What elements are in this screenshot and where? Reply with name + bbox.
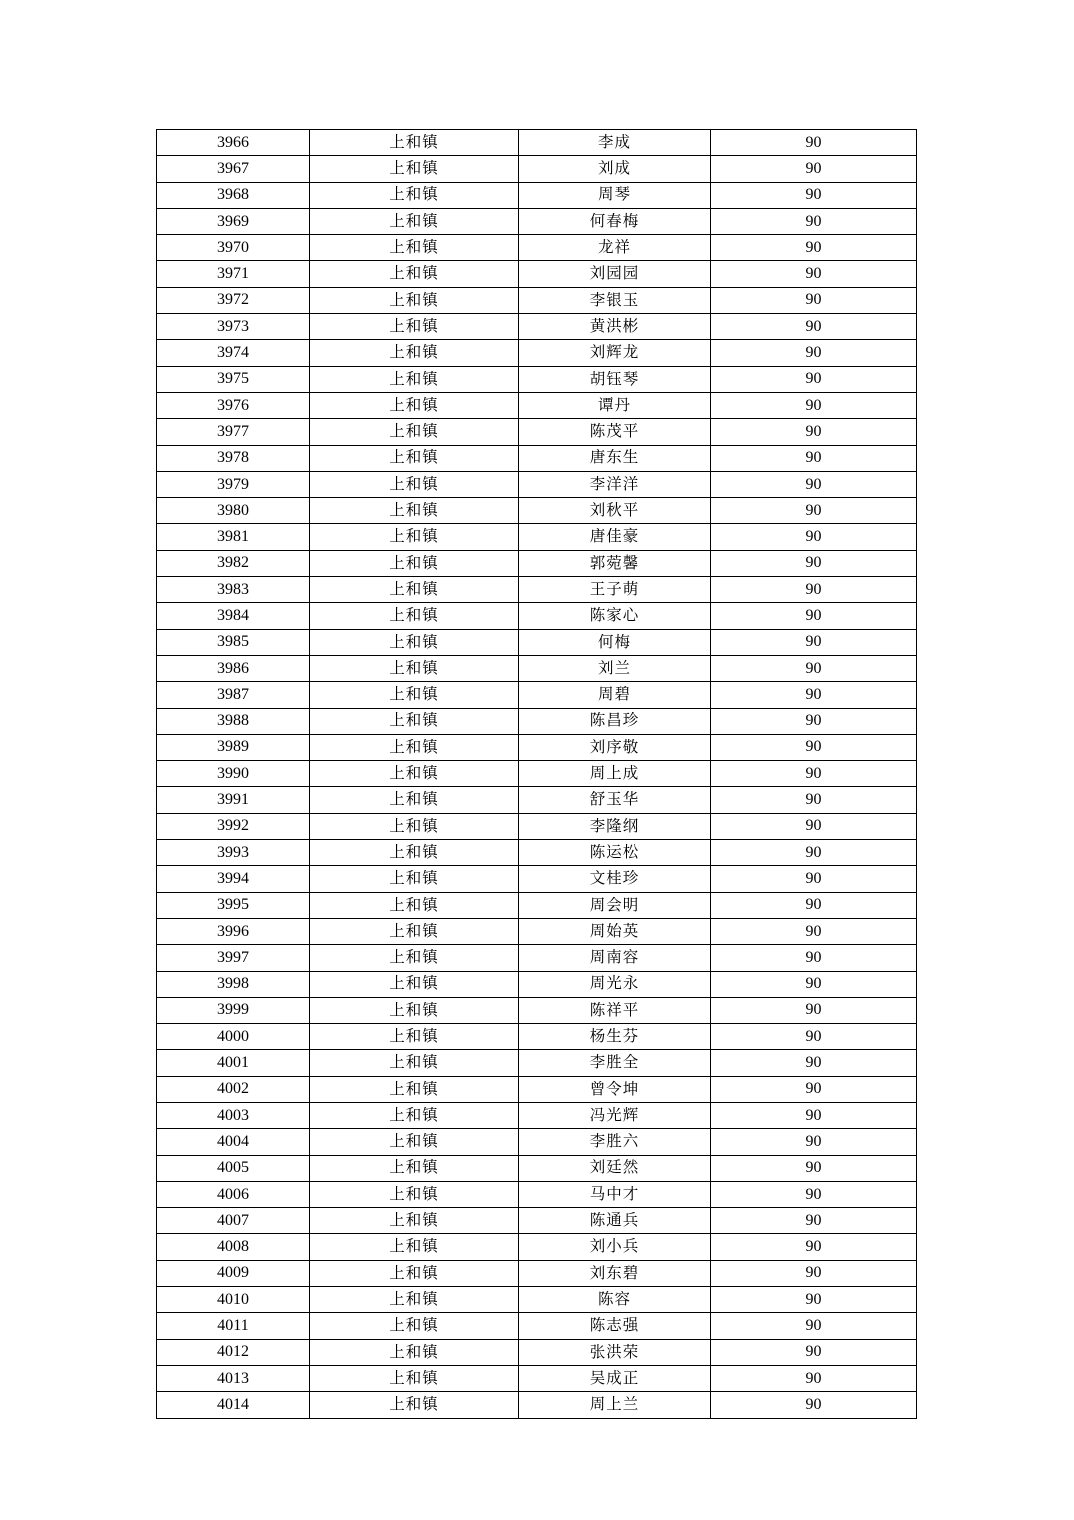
cell-person-name: 周始英 [519, 918, 711, 944]
cell-person-name: 刘园园 [519, 261, 711, 287]
cell-person-name: 王子萌 [519, 577, 711, 603]
cell-person-name: 刘小兵 [519, 1234, 711, 1260]
cell-amount: 90 [711, 787, 917, 813]
subsidy-list-table [156, 129, 917, 1419]
cell-person-name: 何梅 [519, 629, 711, 655]
cell-person-name: 周会明 [519, 892, 711, 918]
table-row [157, 1208, 917, 1234]
table-row [157, 629, 917, 655]
cell-amount: 90 [711, 130, 917, 156]
cell-person-name: 陈家心 [519, 603, 711, 629]
cell-town: 上和镇 [310, 708, 519, 734]
table-row [157, 445, 917, 471]
cell-serial-number: 4008 [157, 1234, 310, 1260]
cell-town: 上和镇 [310, 655, 519, 681]
cell-person-name: 周南容 [519, 945, 711, 971]
cell-serial-number: 3992 [157, 813, 310, 839]
table-row [157, 997, 917, 1023]
cell-town: 上和镇 [310, 997, 519, 1023]
table-row [157, 208, 917, 234]
cell-town: 上和镇 [310, 813, 519, 839]
cell-town: 上和镇 [310, 1050, 519, 1076]
cell-amount: 90 [711, 918, 917, 944]
cell-serial-number: 3972 [157, 287, 310, 313]
table-row [157, 1313, 917, 1339]
cell-amount: 90 [711, 1208, 917, 1234]
cell-person-name: 周光永 [519, 971, 711, 997]
cell-town: 上和镇 [310, 918, 519, 944]
cell-town: 上和镇 [310, 235, 519, 261]
cell-town: 上和镇 [310, 314, 519, 340]
table-row [157, 182, 917, 208]
cell-amount: 90 [711, 471, 917, 497]
cell-person-name: 何春梅 [519, 208, 711, 234]
table-row [157, 1339, 917, 1365]
cell-town: 上和镇 [310, 1234, 519, 1260]
cell-amount: 90 [711, 445, 917, 471]
cell-person-name: 曾令坤 [519, 1076, 711, 1102]
cell-town: 上和镇 [310, 156, 519, 182]
cell-amount: 90 [711, 1024, 917, 1050]
cell-serial-number: 3971 [157, 261, 310, 287]
cell-amount: 90 [711, 392, 917, 418]
cell-person-name: 李胜全 [519, 1050, 711, 1076]
cell-town: 上和镇 [310, 1208, 519, 1234]
cell-town: 上和镇 [310, 682, 519, 708]
cell-town: 上和镇 [310, 1287, 519, 1313]
cell-town: 上和镇 [310, 892, 519, 918]
cell-serial-number: 4000 [157, 1024, 310, 1050]
cell-person-name: 唐东生 [519, 445, 711, 471]
cell-serial-number: 3991 [157, 787, 310, 813]
cell-serial-number: 4006 [157, 1181, 310, 1207]
cell-amount: 90 [711, 261, 917, 287]
cell-amount: 90 [711, 287, 917, 313]
cell-amount: 90 [711, 1129, 917, 1155]
cell-serial-number: 3983 [157, 577, 310, 603]
cell-serial-number: 3969 [157, 208, 310, 234]
cell-amount: 90 [711, 1313, 917, 1339]
table-row [157, 1102, 917, 1128]
cell-person-name: 文桂珍 [519, 866, 711, 892]
cell-amount: 90 [711, 182, 917, 208]
cell-serial-number: 3987 [157, 682, 310, 708]
cell-person-name: 陈祥平 [519, 997, 711, 1023]
cell-person-name: 刘廷然 [519, 1155, 711, 1181]
cell-serial-number: 3994 [157, 866, 310, 892]
table-row [157, 603, 917, 629]
table-row [157, 866, 917, 892]
table-row [157, 287, 917, 313]
cell-amount: 90 [711, 840, 917, 866]
cell-town: 上和镇 [310, 866, 519, 892]
table-row [157, 392, 917, 418]
cell-town: 上和镇 [310, 1181, 519, 1207]
table-row [157, 130, 917, 156]
cell-town: 上和镇 [310, 945, 519, 971]
table-row [157, 524, 917, 550]
cell-serial-number: 3982 [157, 550, 310, 576]
table-row [157, 1129, 917, 1155]
cell-town: 上和镇 [310, 182, 519, 208]
table-row [157, 261, 917, 287]
cell-serial-number: 4003 [157, 1102, 310, 1128]
cell-person-name: 李洋洋 [519, 471, 711, 497]
cell-person-name: 舒玉华 [519, 787, 711, 813]
cell-serial-number: 3975 [157, 366, 310, 392]
cell-amount: 90 [711, 892, 917, 918]
cell-amount: 90 [711, 1365, 917, 1391]
cell-amount: 90 [711, 708, 917, 734]
cell-amount: 90 [711, 550, 917, 576]
cell-amount: 90 [711, 156, 917, 182]
cell-town: 上和镇 [310, 471, 519, 497]
cell-person-name: 黄洪彬 [519, 314, 711, 340]
cell-amount: 90 [711, 524, 917, 550]
table-row [157, 1076, 917, 1102]
cell-amount: 90 [711, 629, 917, 655]
cell-serial-number: 4012 [157, 1339, 310, 1365]
cell-amount: 90 [711, 1392, 917, 1418]
cell-amount: 90 [711, 1339, 917, 1365]
cell-serial-number: 3993 [157, 840, 310, 866]
cell-person-name: 刘东碧 [519, 1260, 711, 1286]
cell-town: 上和镇 [310, 1365, 519, 1391]
cell-person-name: 陈运松 [519, 840, 711, 866]
cell-amount: 90 [711, 971, 917, 997]
cell-person-name: 陈茂平 [519, 419, 711, 445]
table-row [157, 655, 917, 681]
cell-serial-number: 3981 [157, 524, 310, 550]
cell-town: 上和镇 [310, 524, 519, 550]
cell-amount: 90 [711, 866, 917, 892]
cell-amount: 90 [711, 655, 917, 681]
cell-town: 上和镇 [310, 1102, 519, 1128]
cell-person-name: 李隆纲 [519, 813, 711, 839]
table-row [157, 1287, 917, 1313]
table-row [157, 156, 917, 182]
cell-person-name: 郭菀馨 [519, 550, 711, 576]
cell-serial-number: 4001 [157, 1050, 310, 1076]
cell-amount: 90 [711, 1260, 917, 1286]
table-row [157, 918, 917, 944]
cell-town: 上和镇 [310, 761, 519, 787]
cell-town: 上和镇 [310, 498, 519, 524]
cell-amount: 90 [711, 498, 917, 524]
cell-serial-number: 4011 [157, 1313, 310, 1339]
cell-town: 上和镇 [310, 1155, 519, 1181]
cell-serial-number: 4014 [157, 1392, 310, 1418]
cell-amount: 90 [711, 682, 917, 708]
table-row [157, 761, 917, 787]
table-row [157, 235, 917, 261]
cell-serial-number: 3967 [157, 156, 310, 182]
cell-amount: 90 [711, 208, 917, 234]
table-row [157, 498, 917, 524]
cell-person-name: 刘兰 [519, 655, 711, 681]
cell-amount: 90 [711, 419, 917, 445]
cell-amount: 90 [711, 1234, 917, 1260]
table-row [157, 577, 917, 603]
cell-serial-number: 3986 [157, 655, 310, 681]
table-body [157, 130, 917, 1419]
cell-town: 上和镇 [310, 629, 519, 655]
table-row [157, 1392, 917, 1418]
cell-person-name: 谭丹 [519, 392, 711, 418]
table-row [157, 892, 917, 918]
cell-person-name: 张洪荣 [519, 1339, 711, 1365]
cell-town: 上和镇 [310, 392, 519, 418]
cell-person-name: 杨生芬 [519, 1024, 711, 1050]
cell-serial-number: 4002 [157, 1076, 310, 1102]
cell-person-name: 马中才 [519, 1181, 711, 1207]
cell-serial-number: 4007 [157, 1208, 310, 1234]
table-row [157, 419, 917, 445]
cell-serial-number: 4004 [157, 1129, 310, 1155]
table-row [157, 340, 917, 366]
table-row [157, 314, 917, 340]
cell-serial-number: 3978 [157, 445, 310, 471]
cell-person-name: 周上兰 [519, 1392, 711, 1418]
cell-serial-number: 3968 [157, 182, 310, 208]
table-row [157, 1050, 917, 1076]
cell-person-name: 陈容 [519, 1287, 711, 1313]
cell-serial-number: 3979 [157, 471, 310, 497]
cell-serial-number: 4010 [157, 1287, 310, 1313]
cell-serial-number: 3999 [157, 997, 310, 1023]
cell-person-name: 刘辉龙 [519, 340, 711, 366]
cell-amount: 90 [711, 1181, 917, 1207]
table-row [157, 1024, 917, 1050]
cell-serial-number: 3977 [157, 419, 310, 445]
cell-serial-number: 3989 [157, 734, 310, 760]
cell-amount: 90 [711, 945, 917, 971]
cell-amount: 90 [711, 1155, 917, 1181]
cell-town: 上和镇 [310, 971, 519, 997]
cell-town: 上和镇 [310, 1339, 519, 1365]
cell-town: 上和镇 [310, 1024, 519, 1050]
cell-amount: 90 [711, 1102, 917, 1128]
table-row [157, 734, 917, 760]
table-row [157, 471, 917, 497]
cell-town: 上和镇 [310, 287, 519, 313]
table-row [157, 813, 917, 839]
cell-amount: 90 [711, 314, 917, 340]
cell-person-name: 胡钰琴 [519, 366, 711, 392]
cell-town: 上和镇 [310, 1076, 519, 1102]
cell-serial-number: 3990 [157, 761, 310, 787]
table-row [157, 366, 917, 392]
cell-town: 上和镇 [310, 1260, 519, 1286]
cell-person-name: 吴成正 [519, 1365, 711, 1391]
table-row [157, 1260, 917, 1286]
table-row [157, 787, 917, 813]
cell-town: 上和镇 [310, 734, 519, 760]
cell-town: 上和镇 [310, 419, 519, 445]
cell-amount: 90 [711, 734, 917, 760]
cell-person-name: 李银玉 [519, 287, 711, 313]
cell-town: 上和镇 [310, 840, 519, 866]
cell-serial-number: 3997 [157, 945, 310, 971]
cell-amount: 90 [711, 235, 917, 261]
cell-amount: 90 [711, 340, 917, 366]
cell-town: 上和镇 [310, 130, 519, 156]
table-row [157, 945, 917, 971]
cell-serial-number: 3996 [157, 918, 310, 944]
table-row [157, 840, 917, 866]
cell-town: 上和镇 [310, 603, 519, 629]
cell-person-name: 陈志强 [519, 1313, 711, 1339]
cell-amount: 90 [711, 1050, 917, 1076]
cell-person-name: 周琴 [519, 182, 711, 208]
cell-town: 上和镇 [310, 261, 519, 287]
table-row [157, 708, 917, 734]
cell-town: 上和镇 [310, 577, 519, 603]
cell-amount: 90 [711, 813, 917, 839]
table-row [157, 682, 917, 708]
cell-amount: 90 [711, 1287, 917, 1313]
table-row [157, 550, 917, 576]
cell-serial-number: 3980 [157, 498, 310, 524]
cell-serial-number: 3970 [157, 235, 310, 261]
cell-serial-number: 3988 [157, 708, 310, 734]
cell-amount: 90 [711, 366, 917, 392]
cell-serial-number: 4009 [157, 1260, 310, 1286]
cell-person-name: 陈昌珍 [519, 708, 711, 734]
cell-town: 上和镇 [310, 340, 519, 366]
cell-serial-number: 3995 [157, 892, 310, 918]
cell-town: 上和镇 [310, 1129, 519, 1155]
table-row [157, 1181, 917, 1207]
cell-serial-number: 3966 [157, 130, 310, 156]
cell-town: 上和镇 [310, 1392, 519, 1418]
cell-amount: 90 [711, 1076, 917, 1102]
cell-town: 上和镇 [310, 787, 519, 813]
cell-amount: 90 [711, 603, 917, 629]
cell-town: 上和镇 [310, 550, 519, 576]
cell-town: 上和镇 [310, 366, 519, 392]
cell-town: 上和镇 [310, 445, 519, 471]
table-row [157, 1365, 917, 1391]
cell-serial-number: 3984 [157, 603, 310, 629]
cell-serial-number: 4005 [157, 1155, 310, 1181]
cell-town: 上和镇 [310, 1313, 519, 1339]
cell-person-name: 刘秋平 [519, 498, 711, 524]
cell-amount: 90 [711, 577, 917, 603]
cell-person-name: 周上成 [519, 761, 711, 787]
cell-town: 上和镇 [310, 208, 519, 234]
cell-serial-number: 3974 [157, 340, 310, 366]
cell-person-name: 李胜六 [519, 1129, 711, 1155]
cell-person-name: 龙祥 [519, 235, 711, 261]
cell-person-name: 刘成 [519, 156, 711, 182]
cell-person-name: 刘序敬 [519, 734, 711, 760]
cell-amount: 90 [711, 761, 917, 787]
cell-serial-number: 4013 [157, 1365, 310, 1391]
cell-person-name: 冯光辉 [519, 1102, 711, 1128]
cell-person-name: 李成 [519, 130, 711, 156]
cell-person-name: 陈通兵 [519, 1208, 711, 1234]
cell-person-name: 唐佳豪 [519, 524, 711, 550]
table-row [157, 971, 917, 997]
cell-serial-number: 3998 [157, 971, 310, 997]
table-row [157, 1234, 917, 1260]
cell-person-name: 周碧 [519, 682, 711, 708]
cell-serial-number: 3985 [157, 629, 310, 655]
cell-serial-number: 3976 [157, 392, 310, 418]
cell-serial-number: 3973 [157, 314, 310, 340]
cell-amount: 90 [711, 997, 917, 1023]
table-row [157, 1155, 917, 1181]
